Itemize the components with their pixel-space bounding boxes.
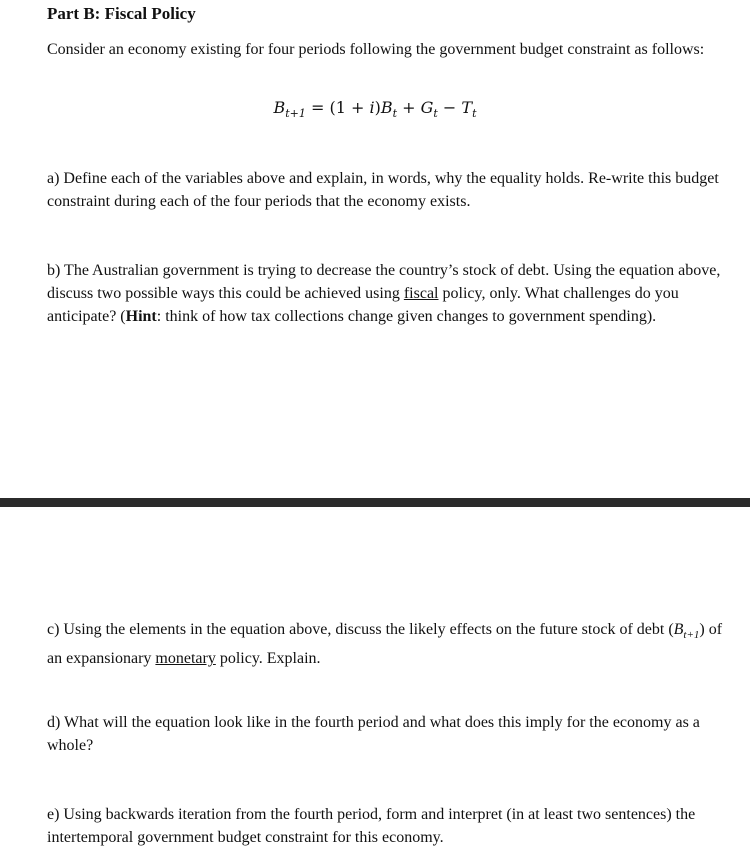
question-c-underlined: monetary xyxy=(155,650,216,668)
question-b-hint-label: Hint xyxy=(125,308,157,325)
eq-g-sub: t xyxy=(433,107,438,121)
eq-paren: ) xyxy=(374,98,381,117)
eq-b: B xyxy=(380,98,393,117)
eq-lhs-sub: t+1 xyxy=(285,107,306,121)
eq-i: i xyxy=(369,98,375,117)
section-title: Part B: Fiscal Policy xyxy=(47,4,196,23)
eq-equals: = (1 + xyxy=(305,98,370,117)
eq-lhs: B xyxy=(273,98,286,117)
question-b-text-3: : think of how tax collections change given changes to government spending). xyxy=(156,308,657,325)
budget-constraint-equation xyxy=(0,98,750,120)
question-a: a) Define each of the variables above and explain, in words, why the equality holds. Re-write this budget constraint during each of the four periods that the economy exists. xyxy=(47,170,719,210)
eq-plus: + xyxy=(397,98,421,117)
eq-b-sub: t xyxy=(392,107,398,121)
question-c-text-1: c) Using the elements in the equation above, discuss the likely effects on the future stock of debt ( xyxy=(47,621,674,638)
question-b-text-1: b) The Australian government is trying to decrease the country’s stock of debt. Using the equation above, discuss two possible ways this could be achieved using xyxy=(47,262,721,302)
section-divider xyxy=(0,498,750,507)
question-e: e) Using backwards iteration from the fourth period, form and interpret (in at least two sentences) the intertemporal government budget constraint for this economy. xyxy=(47,806,696,846)
question-c xyxy=(47,618,737,670)
question-b-text-2: policy, only. What challenges do you anticipate? ( xyxy=(47,285,679,325)
question-b-underlined: fiscal xyxy=(403,285,439,302)
question-c-math xyxy=(673,621,700,642)
eq-g: G xyxy=(420,98,434,117)
question-d: d) What will the equation look like in the fourth period and what does this imply for the economy as a whole? xyxy=(47,714,700,754)
question-c-math-base: B xyxy=(673,621,684,638)
intro-paragraph: Consider an economy existing for four periods following the government budget constraint as follows: xyxy=(47,41,705,58)
question-c-text-3: policy. Explain. xyxy=(215,650,321,668)
question-b xyxy=(47,259,737,328)
eq-minus: − xyxy=(437,98,462,117)
eq-t-sub: t xyxy=(472,107,477,121)
question-c-text-2: ) of an expansionary xyxy=(47,621,723,668)
question-c-math-sub: t+1 xyxy=(683,629,700,642)
eq-t: T xyxy=(461,98,473,117)
